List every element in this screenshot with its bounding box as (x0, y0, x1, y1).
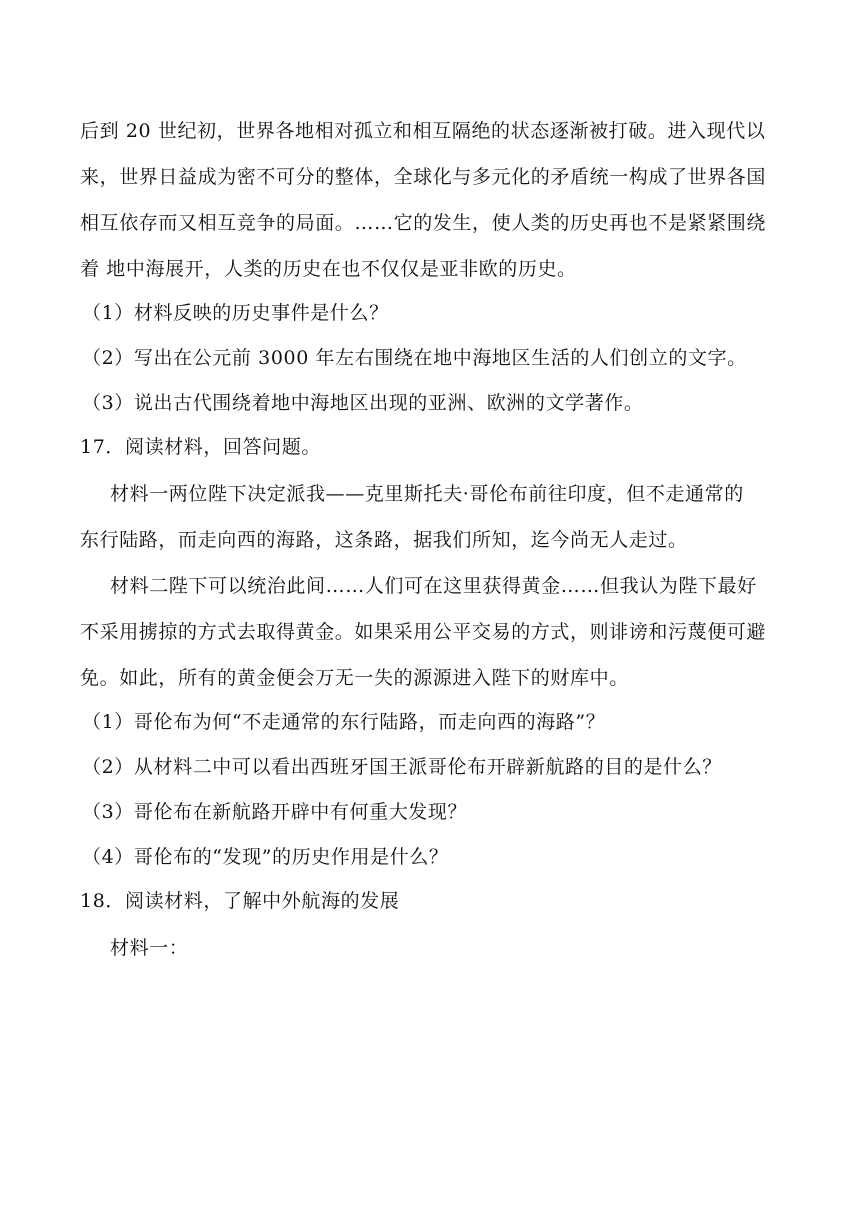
material-1-line: 东行陆路，而走向西的海路，这条路，据我们所知，迄今尚无人走过。 (80, 529, 688, 551)
paragraph-line: 着 地中海展开，人类的历史在也不仅仅是亚非欧的历史。 (80, 258, 577, 280)
question-17-2: （2）从材料二中可以看出西班牙国王派哥伦布开辟新航路的目的是什么？ (82, 756, 722, 778)
material-2-line: 免。如此，所有的黄金便会万无一失的源源进入陛下的财库中。 (80, 667, 629, 689)
material-2-line: 材料二陛下可以统治此间……人们可在这里获得黄金……但我认为陛下最好 (110, 575, 757, 597)
question-16-2: （2）写出在公元前 3000 年左右围绕在地中海地区生活的人们创立的文字。 (82, 347, 747, 369)
question-16-1: （1）材料反映的历史事件是什么？ (82, 302, 389, 324)
paragraph-line: 来，世界日益成为密不可分的整体，全球化与多元化的矛盾统一构成了世界各国 (80, 166, 767, 188)
question-17-1: （1）哥伦布为何“不走通常的东行陆路，而走向西的海路”？ (82, 711, 606, 733)
question-17-3: （3）哥伦布在新航路开辟中有何重大发现？ (82, 801, 468, 823)
question-18-material-1-label: 材料一： (110, 937, 189, 959)
question-18-heading: 18．阅读材料，了解中外航海的发展 (80, 890, 400, 912)
question-16-3: （3）说出古代围绕着地中海地区出现的亚洲、欧洲的文学著作。 (82, 392, 644, 414)
question-17-4: （4）哥伦布的“发现”的历史作用是什么？ (82, 846, 449, 868)
material-2-line: 不采用掳掠的方式去取得黄金。如果采用公平交易的方式，则诽谤和污蔑便可避 (80, 621, 767, 643)
paragraph-line: 相互依存而又相互竞争的局面。……它的发生，使人类的历史再也不是紧紧围绕 (80, 212, 767, 234)
question-17-heading: 17．阅读材料，回答问题。 (80, 436, 321, 458)
material-1-line: 材料一两位陛下决定派我——克里斯托夫·哥伦布前往印度，但不走通常的 (110, 483, 744, 505)
paragraph-line: 后到 20 世纪初，世界各地相对孤立和相互隔绝的状态逐渐被打破。进入现代以 (80, 120, 766, 142)
